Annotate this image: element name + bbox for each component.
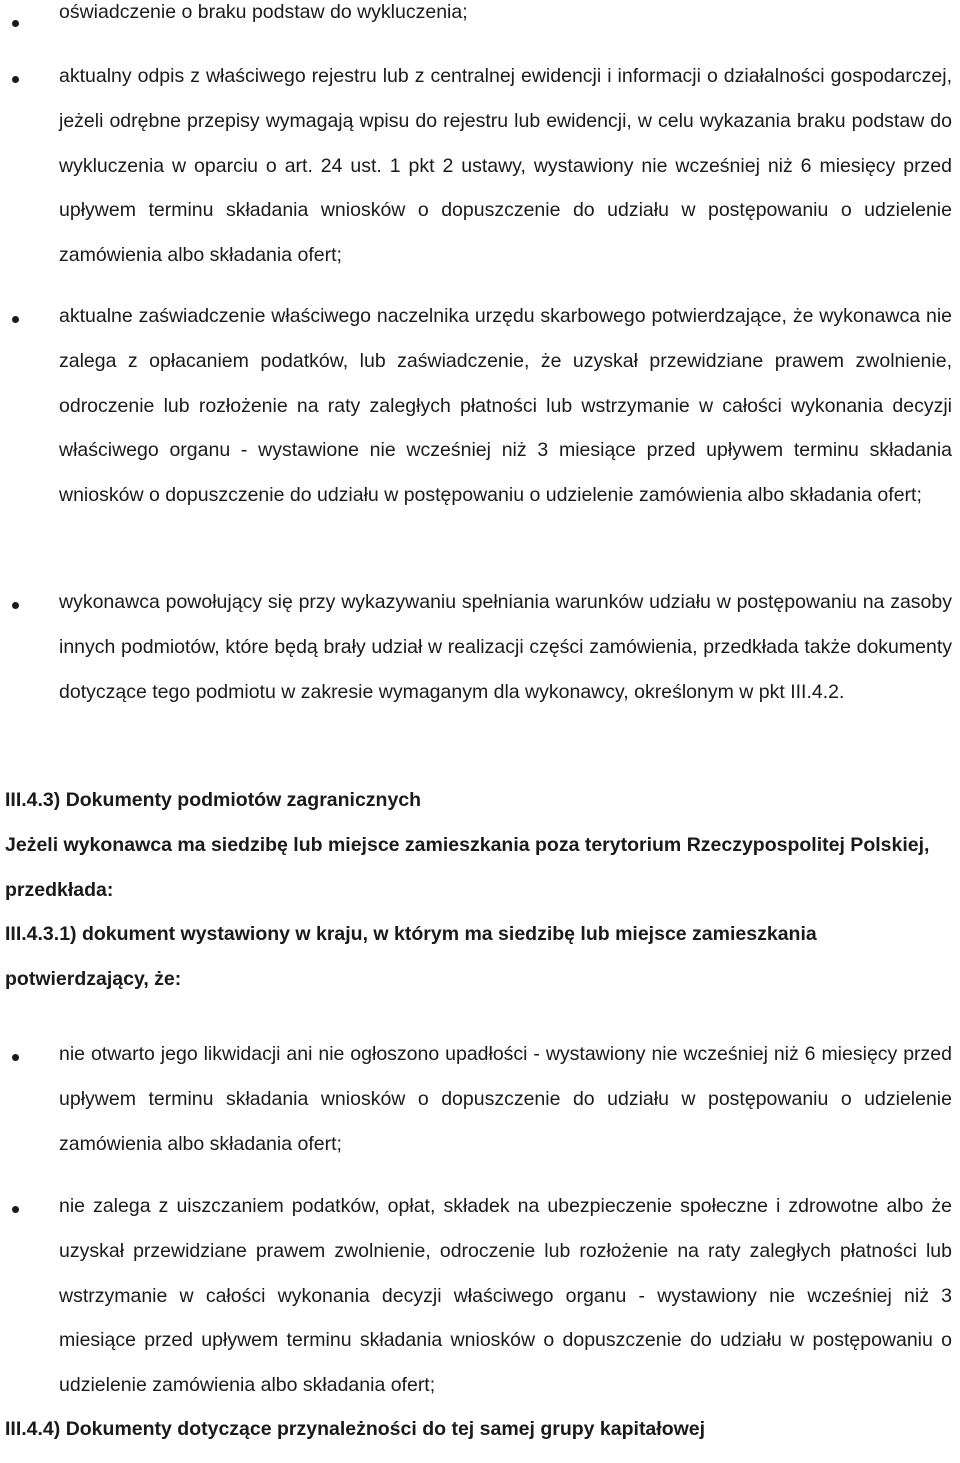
list-item-text: nie otwarto jego likwidacji ani nie ogłoszono upadłości - wystawiony nie wcześniej niż 6 miesięcy przed upływem terminu składania wniosków o dopuszczenie do udziału w postępowaniu o udzielenie zamówienia albo składania ofert; bbox=[59, 1043, 952, 1155]
list-item-text: aktualne zaświadczenie właściwego naczelnika urzędu skarbowego potwierdzające, że wykonawca nie zalega z opłacaniem podatków, lub zaświadczenie, że uzyskał przewidziane prawem zwolnienie, odroczenie lub rozłożenie na raty zaległych płatności lub wstrzymanie w całości wykonania decyzji właściwego organu - wystawione nie wcześniej niż 3 miesiące przed upływem terminu składania wniosków o dopuszczenie do udziału w postępowaniu o udzielenie zamówienia albo składania ofert; bbox=[59, 305, 952, 507]
section-heading: III.4.3) Dokumenty podmiotów zagranicznych bbox=[5, 789, 422, 811]
bullet-icon bbox=[12, 1206, 19, 1213]
list-item-text: aktualny odpis z właściwego rejestru lub z centralnej ewidencji i informacji o działalności gospodarczej, jeżeli odrębne przepisy wymagają wpisu do rejestru lub ewidencji, w celu wykazania braku podstaw do wykluczenia w oparciu o art. 24 ust. 1 pkt 2 ustawy, wystawiony nie wcześniej niż 6 miesięcy przed upływem terminu składania wniosków o dopuszczenie do udziału w postępowaniu o udzielenie zamówienia albo składania ofert; bbox=[59, 65, 952, 267]
list-item-text: oświadczenie o braku podstaw do wykluczenia; bbox=[59, 1, 468, 23]
bullet-icon bbox=[12, 316, 19, 323]
bullet-icon bbox=[12, 76, 19, 83]
section-intro: Jeżeli wykonawca ma siedzibę lub miejsce zamieszkania poza terytorium Rzeczypospolitej Polskiej, przedkłada: bbox=[5, 834, 930, 901]
list-item-text: wykonawca powołujący się przy wykazywaniu spełniania warunków udziału w postępowaniu na zasoby innych podmiotów, które będą brały udział w realizacji części zamówienia, przedkłada także dokumenty dotyczące tego podmiotu w zakresie wymaganym dla wykonawcy, określonym w pkt III.4.2. bbox=[59, 591, 952, 703]
bullet-icon bbox=[12, 20, 19, 27]
list-item-text: nie zalega z uiszczaniem podatków, opłat, składek na ubezpieczenie społeczne i zdrowotne albo że uzyskał przewidziane prawem zwolnienie, odroczenie lub rozłożenie na raty zaległych płatności lub wstrzymanie w całości wykonania decyzji właściwego organu - wystawiony nie wcześniej niż 3 miesiące przed upływem terminu składania wniosków o dopuszczenie do udziału w postępowaniu o udzielenie zamówienia albo składania ofert; bbox=[59, 1195, 952, 1397]
bullet-icon bbox=[12, 1054, 19, 1061]
section-subtitle: III.4.3.1) dokument wystawiony w kraju, w którym ma siedzibę lub miejsce zamieszkania potwierdzający, że: bbox=[5, 923, 817, 990]
section-heading: III.4.4) Dokumenty dotyczące przynależności do tej samej grupy kapitałowej bbox=[5, 1418, 706, 1440]
bullet-icon bbox=[12, 602, 19, 609]
